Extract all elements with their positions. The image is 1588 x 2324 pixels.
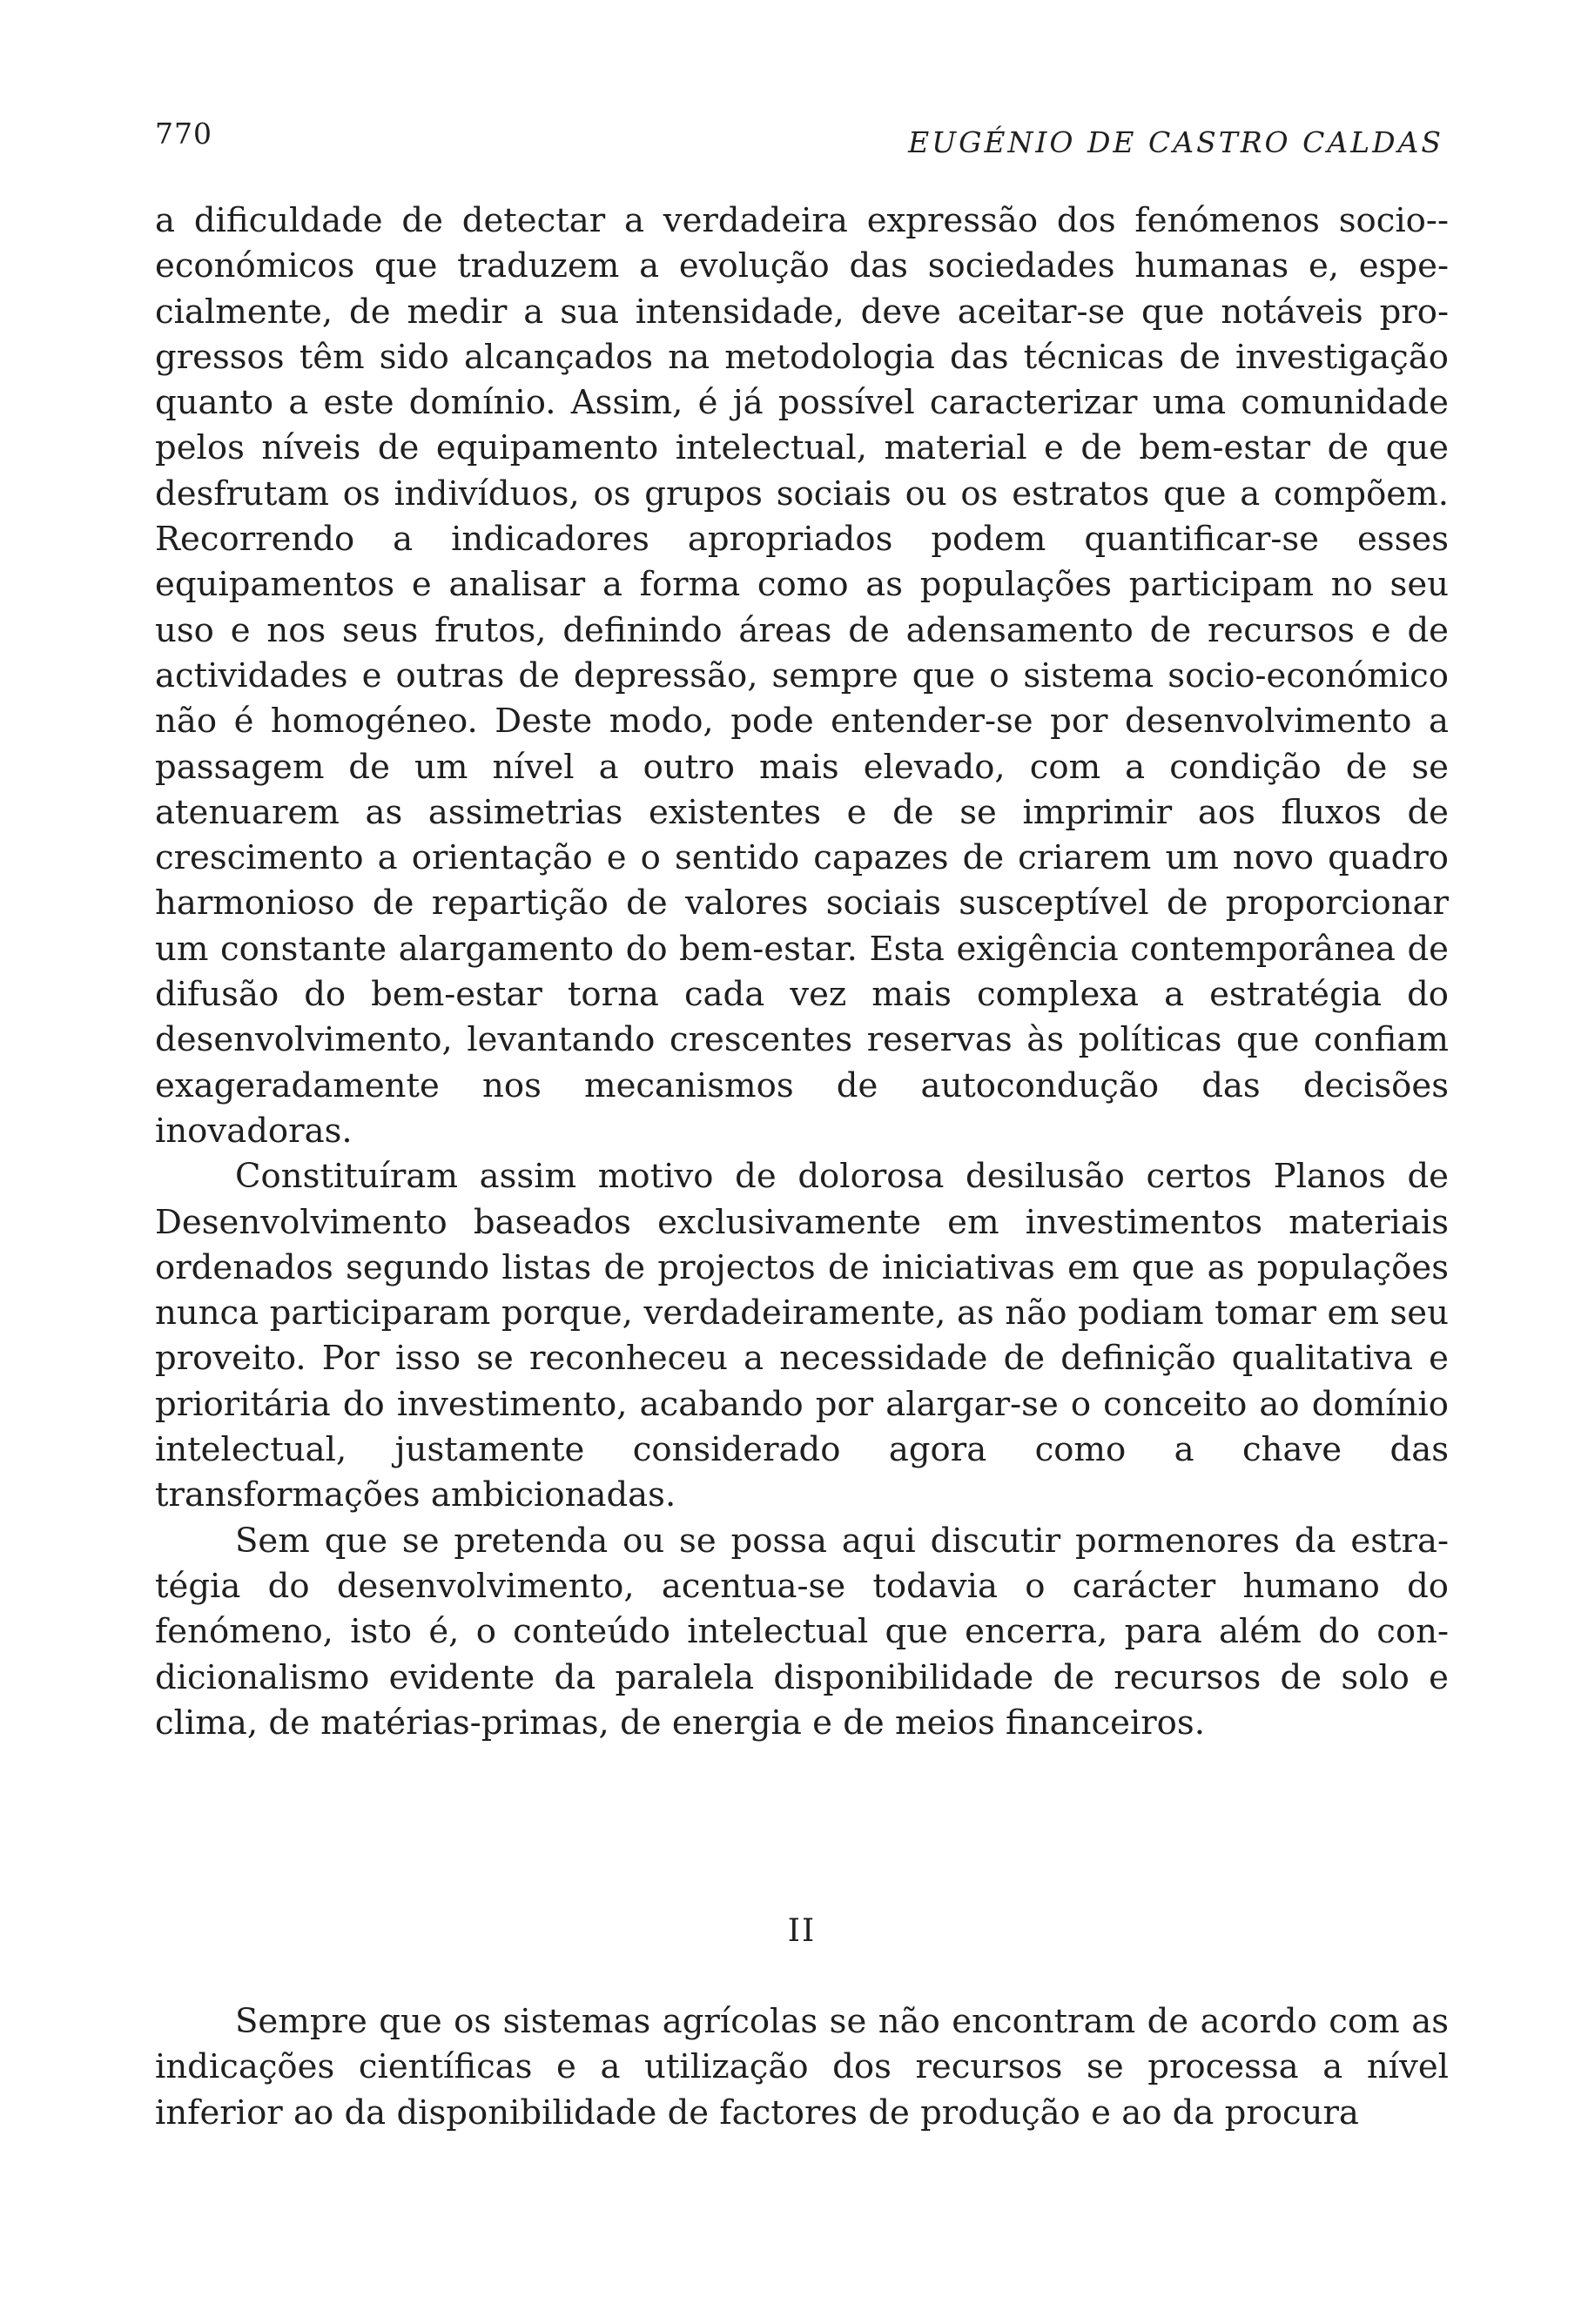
section-text-block — [155, 1999, 1449, 2136]
section-heading: II — [787, 1913, 817, 1949]
running-head: EUGÉNIO DE CASTRO CALDAS — [908, 125, 1443, 159]
paragraph: Constituíram assim motivo de dolorosa desilusão certos Planos de Desenvolvimento baseados exclusivamente em investimentos materiais ordenados segundo listas de projectos de iniciativas em que as populações nunca participaram porque, verdadeiramente, as não podiam tomar em seu proveito. Por isso se reconheceu a necessidade de definição qualitativa e prioritária do investimento, acabando por alargar-se o conceito ao domínio intelectual, justamente considerado agora como a chave das transformações ambicionadas. — [155, 1157, 1449, 1515]
paragraph: Sem que se pretenda ou se possa aqui discutir pormenores da estratégia do desenvolvimento, acentua-se todavia o carácter humano do fenómeno, isto é, o conteúdo intelectual que encerra, para além do condicionalismo evidente da paralela disponibilidade de recursos de solo e clima, de matérias-primas, de energia e de meios financeiros. — [155, 1521, 1449, 1743]
paragraph: a dificuldade de detectar a verdadeira expressão dos fenómenos socio-económicos que traduzem a evolução das sociedades humanas e, especialmente, de medir a sua intensidade, deve aceitar-se que notáveis progressos têm sido alcançados na metodologia das técnicas de investigação quanto a este domínio. Assim, é já possível caracterizar uma comunidade pelos níveis de equipamento intelectual, material e de bem-estar de que desfrutam os indivíduos, os grupos sociais ou os estratos que a compõem. Recorrendo a indicadores apropriados podem quantificar-se esses equipamentos e analisar a forma como as populações participam no seu uso e nos seus frutos, definindo áreas de adensamento de recursos e de actividades e outras de depressão, sempre que o sistema socio-económico não é homogéneo. Deste modo, pode entender-se por desenvolvimento a passagem de um nível a outro mais elevado, com a condição de se atenuarem as assimetrias existentes e de se imprimir aos fluxos de crescimento a orientação e o sentido capazes de criarem um novo quadro harmonioso de repartição de valores sociais susceptível de proporcionar um constante alargamento do bem-estar. Esta exigência contemporânea de difusão do bem-estar torna cada vez mais complexa a estratégia do desenvolvimento, levantando crescentes reservas às políticas que confiam exageradamente nos mecanismos de autocondução das decisões inovadoras. — [155, 201, 1449, 1151]
page-number: 770 — [155, 117, 212, 151]
paragraph: Sempre que os sistemas agrícolas se não encontram de acordo com as indicações científicas e a utilização dos recursos se processa a nível inferior ao da disponibilidade de factores de produção e ao da procura — [155, 2002, 1449, 2133]
body-text-block — [155, 198, 1449, 1746]
